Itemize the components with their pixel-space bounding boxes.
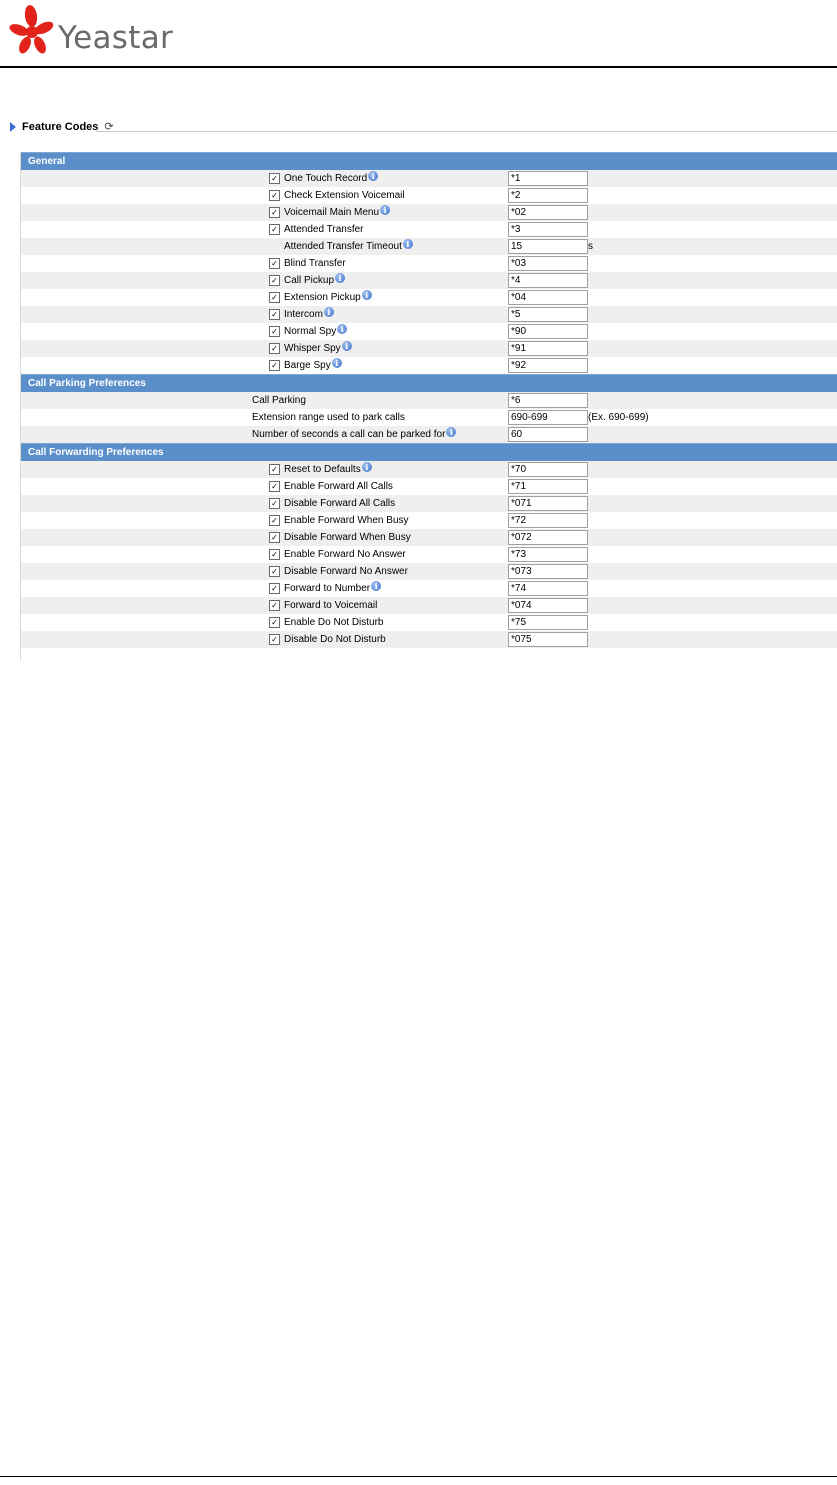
feature-code-input[interactable]: *5 xyxy=(508,307,588,322)
info-icon[interactable]: i xyxy=(335,273,345,283)
feature-code-input[interactable]: *03 xyxy=(508,256,588,271)
feature-code-input[interactable]: *4 xyxy=(508,273,588,288)
feature-label-text: Barge Spy xyxy=(284,360,331,371)
info-icon[interactable]: i xyxy=(332,358,342,368)
feature-label xyxy=(284,583,381,594)
enable-checkbox[interactable]: ✓ xyxy=(269,343,280,354)
feature-label xyxy=(284,617,384,628)
feature-code-input[interactable]: *02 xyxy=(508,205,588,220)
feature-label-text: Forward to Number xyxy=(284,583,371,594)
feature-label xyxy=(284,241,413,252)
feature-code-row xyxy=(21,563,837,580)
feature-code-row xyxy=(21,478,837,495)
feature-code-row xyxy=(21,631,837,648)
feature-label xyxy=(284,292,372,303)
feature-code-input[interactable]: *073 xyxy=(508,564,588,579)
title-divider xyxy=(96,131,837,132)
feature-code-row xyxy=(21,272,837,289)
feature-label xyxy=(284,549,406,560)
feature-code-row xyxy=(21,597,837,614)
expand-arrow-icon[interactable] xyxy=(10,122,16,132)
feature-label-text: Disable Forward No Answer xyxy=(284,566,408,577)
feature-label-text: Call Pickup xyxy=(284,275,335,286)
feature-code-row xyxy=(21,409,837,426)
enable-checkbox[interactable]: ✓ xyxy=(269,481,280,492)
info-icon[interactable]: i xyxy=(446,427,456,437)
feature-code-row xyxy=(21,529,837,546)
enable-checkbox[interactable]: ✓ xyxy=(269,190,280,201)
field-suffix: (Ex. 690-699) xyxy=(588,412,649,423)
feature-label-text: Blind Transfer xyxy=(284,258,346,269)
enable-checkbox[interactable]: ✓ xyxy=(269,207,280,218)
feature-code-row xyxy=(21,495,837,512)
feature-label-text: Intercom xyxy=(284,309,323,320)
feature-code-input[interactable]: *3 xyxy=(508,222,588,237)
feature-code-input[interactable]: *6 xyxy=(508,393,588,408)
feature-label-text: Reset to Defaults xyxy=(284,464,361,475)
enable-checkbox[interactable]: ✓ xyxy=(269,360,280,371)
info-icon[interactable]: i xyxy=(362,462,372,472)
footer-divider xyxy=(0,1476,837,1477)
info-icon[interactable]: i xyxy=(380,205,390,215)
feature-code-row xyxy=(21,340,837,357)
enable-checkbox[interactable]: ✓ xyxy=(269,583,280,594)
feature-label-text: Attended Transfer xyxy=(284,224,364,235)
feature-code-input[interactable]: *73 xyxy=(508,547,588,562)
feature-label xyxy=(284,224,364,235)
feature-code-row xyxy=(21,204,837,221)
enable-checkbox[interactable]: ✓ xyxy=(269,292,280,303)
feature-label-text: Enable Forward All Calls xyxy=(284,481,393,492)
page-title-text: Feature Codes xyxy=(22,120,99,133)
enable-checkbox[interactable]: ✓ xyxy=(269,617,280,628)
enable-checkbox[interactable]: ✓ xyxy=(269,634,280,645)
feature-code-input[interactable]: *071 xyxy=(508,496,588,511)
info-icon[interactable]: i xyxy=(371,581,381,591)
feature-code-input[interactable]: *70 xyxy=(508,462,588,477)
feature-label xyxy=(284,207,390,218)
feature-label-text: Call Parking xyxy=(252,395,306,406)
feature-label-text: Check Extension Voicemail xyxy=(284,190,405,201)
feature-label-text: Extension range used to park calls xyxy=(252,412,405,423)
info-icon[interactable]: i xyxy=(403,239,413,249)
feature-label xyxy=(284,360,342,371)
feature-label-text: Enable Do Not Disturb xyxy=(284,617,384,628)
feature-label-text: One Touch Record xyxy=(284,173,368,184)
feature-code-input[interactable]: *072 xyxy=(508,530,588,545)
feature-label xyxy=(284,515,409,526)
feature-label-text: Forward to Voicemail xyxy=(284,600,378,611)
enable-checkbox[interactable]: ✓ xyxy=(269,309,280,320)
header-divider xyxy=(0,66,837,68)
feature-label-text: Voicemail Main Menu xyxy=(284,207,380,218)
feature-label xyxy=(284,532,411,543)
info-icon[interactable]: i xyxy=(342,341,352,351)
feature-label xyxy=(284,326,347,337)
feature-label-text: Whisper Spy xyxy=(284,343,341,354)
feature-label xyxy=(284,566,408,577)
feature-label-text: Disable Forward When Busy xyxy=(284,532,411,543)
enable-checkbox[interactable]: ✓ xyxy=(269,464,280,475)
info-icon[interactable]: i xyxy=(368,171,378,181)
feature-label-text: Normal Spy xyxy=(284,326,337,337)
feature-code-row xyxy=(21,392,837,409)
feature-label-text: Enable Forward No Answer xyxy=(284,549,406,560)
section-header: Call Forwarding Preferences xyxy=(21,443,837,461)
section-header: Call Parking Preferences xyxy=(21,374,837,392)
refresh-icon[interactable]: ⟳ xyxy=(104,121,114,133)
feature-code-row xyxy=(21,614,837,631)
section-header: General xyxy=(21,152,837,170)
feature-label xyxy=(252,429,456,440)
feature-label-text: Extension Pickup xyxy=(284,292,361,303)
feature-code-input[interactable]: *92 xyxy=(508,358,588,373)
feature-code-row xyxy=(21,323,837,340)
feature-label xyxy=(284,173,378,184)
feature-label-text: Disable Forward All Calls xyxy=(284,498,396,509)
feature-code-row xyxy=(21,306,837,323)
feature-code-row xyxy=(21,289,837,306)
feature-code-row xyxy=(21,187,837,204)
brand-name: Yeastar xyxy=(58,20,174,56)
feature-label xyxy=(284,498,395,509)
enable-checkbox[interactable]: ✓ xyxy=(269,173,280,184)
feature-label xyxy=(252,395,306,406)
feature-label xyxy=(284,634,386,645)
feature-code-input[interactable]: 690-699 xyxy=(508,410,588,425)
feature-code-input[interactable]: *91 xyxy=(508,341,588,356)
feature-code-input[interactable]: *04 xyxy=(508,290,588,305)
feature-code-input[interactable]: 15 xyxy=(508,239,588,254)
feature-label-text: Enable Forward When Busy xyxy=(284,515,409,526)
feature-code-row xyxy=(21,426,837,443)
feature-code-row xyxy=(21,512,837,529)
feature-label xyxy=(284,600,377,611)
enable-checkbox[interactable]: ✓ xyxy=(269,498,280,509)
field-suffix: s xyxy=(588,241,593,252)
feature-code-row xyxy=(21,238,837,255)
enable-checkbox[interactable]: ✓ xyxy=(269,549,280,560)
feature-code-row xyxy=(21,170,837,187)
feature-label-text: Disable Do Not Disturb xyxy=(284,634,386,645)
feature-code-input[interactable]: *71 xyxy=(508,479,588,494)
feature-label xyxy=(252,412,405,423)
feature-code-input[interactable]: *72 xyxy=(508,513,588,528)
feature-code-input[interactable]: *075 xyxy=(508,632,588,647)
enable-checkbox[interactable]: ✓ xyxy=(269,224,280,235)
feature-code-row xyxy=(21,546,837,563)
enable-checkbox[interactable]: ✓ xyxy=(269,326,280,337)
enable-checkbox[interactable]: ✓ xyxy=(269,600,280,611)
feature-code-input[interactable]: *75 xyxy=(508,615,588,630)
info-icon[interactable]: i xyxy=(324,307,334,317)
feature-code-input[interactable]: *74 xyxy=(508,581,588,596)
feature-label xyxy=(284,190,405,201)
info-icon[interactable]: i xyxy=(362,290,372,300)
feature-label xyxy=(284,481,393,492)
feature-code-row xyxy=(21,357,837,374)
feature-code-input[interactable]: *2 xyxy=(508,188,588,203)
info-icon[interactable]: i xyxy=(337,324,347,334)
feature-label xyxy=(284,258,346,269)
feature-label xyxy=(284,309,334,320)
enable-checkbox[interactable]: ✓ xyxy=(269,515,280,526)
enable-checkbox[interactable]: ✓ xyxy=(269,258,280,269)
feature-code-input[interactable]: *1 xyxy=(508,171,588,186)
feature-label-text: Attended Transfer Timeout xyxy=(284,241,402,252)
yeastar-logo xyxy=(8,4,198,64)
feature-code-row xyxy=(21,580,837,597)
enable-checkbox[interactable]: ✓ xyxy=(269,566,280,577)
feature-label-text: Number of seconds a call can be parked for xyxy=(252,429,446,440)
feature-label xyxy=(284,464,372,475)
enable-checkbox[interactable]: ✓ xyxy=(269,532,280,543)
feature-label xyxy=(284,275,345,286)
enable-checkbox[interactable]: ✓ xyxy=(269,275,280,286)
feature-code-input[interactable]: *90 xyxy=(508,324,588,339)
feature-code-input[interactable]: *074 xyxy=(508,598,588,613)
yeastar-logo-icon xyxy=(8,4,56,60)
feature-code-row xyxy=(21,461,837,478)
feature-code-row xyxy=(21,221,837,238)
feature-code-row xyxy=(21,255,837,272)
feature-label xyxy=(284,343,352,354)
feature-codes-panel xyxy=(20,152,837,661)
feature-code-input[interactable]: 60 xyxy=(508,427,588,442)
